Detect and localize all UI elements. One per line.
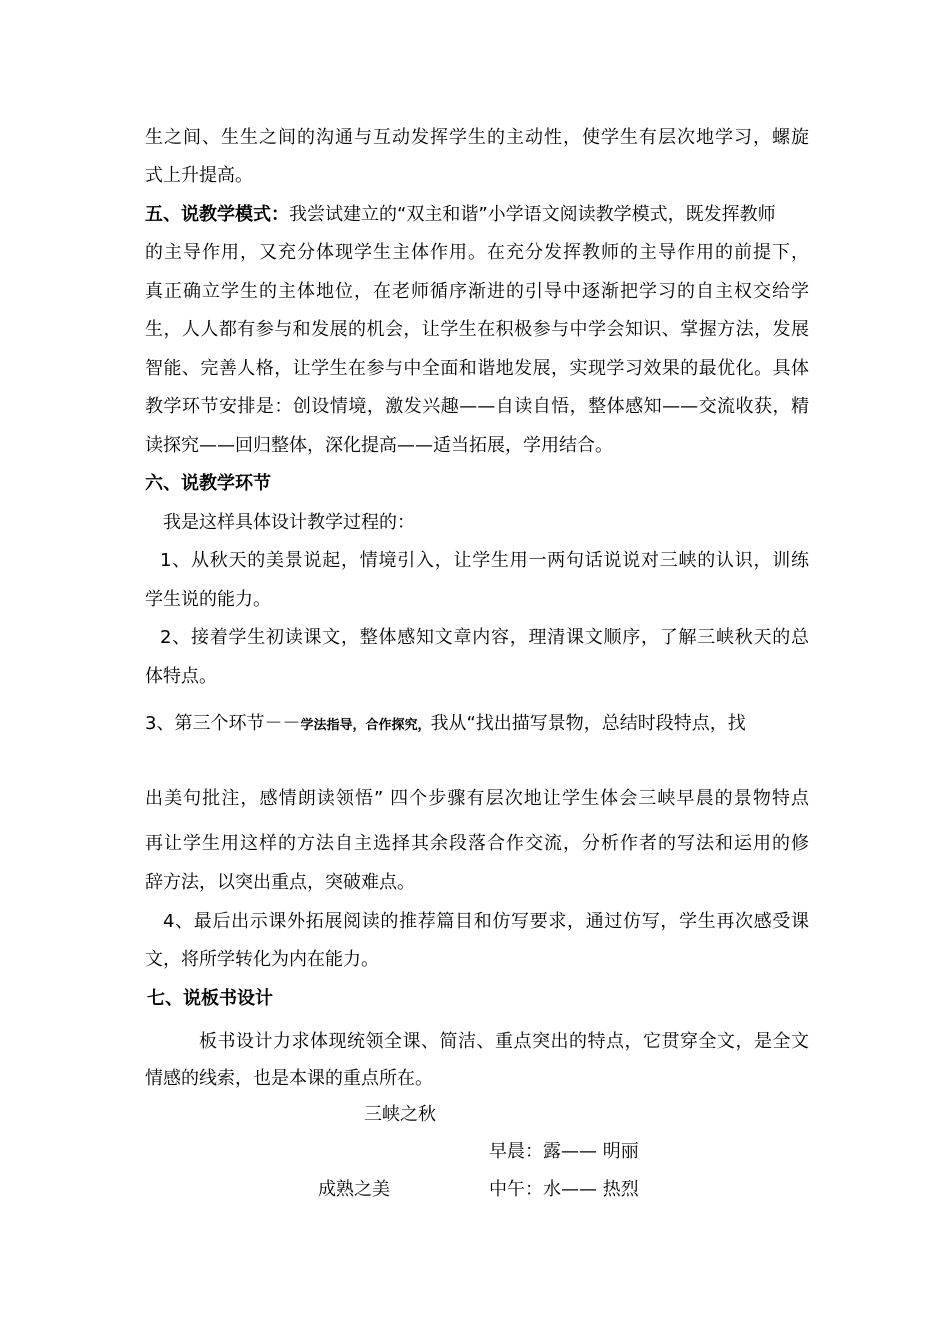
paragraph-line: 出美句批注，感情朗读领悟” 四个步骤有层次地让学生体会三峡早晨的景物特点 (145, 788, 809, 809)
list-item-2: 2、接着学生初读课文，整体感知文章内容，理清课文顺序，了解三峡秋天的总 (160, 627, 809, 648)
section-heading: 七、说板书设计 (147, 988, 273, 1009)
board-morning: 早晨：露—— 明丽 (489, 1141, 639, 1162)
paragraph-text: 3、第三个环节－－ (145, 713, 301, 734)
paragraph-line: 生，人人都有参与和发展的机会，让学生在积极参与中学会知识、掌握方法，发展 (145, 319, 809, 340)
list-item-1: 1、从秋天的美景说起，情境引入，让学生用一两句话说说对三峡的认识，训练 (160, 550, 809, 571)
paragraph-line: 板书设计力求体现统领全课、简洁、重点突出的特点，它贯穿全文，是全文 (199, 1031, 809, 1052)
emphasis-text: 学法指导，合作探究， (300, 718, 431, 733)
paragraph-line: 我是这样具体设计教学过程的： (163, 512, 415, 533)
paragraph-text: 我尝试建立的“双主和谐”小学语文阅读教学模式，既发挥教师 (289, 204, 776, 225)
paragraph-line: 的主导作用，又充分体现学生主体作用。在充分发挥教师的主导作用的前提下， (145, 242, 809, 263)
paragraph-line: 读探究——回归整体，深化提高——适当拓展，学用结合。 (145, 435, 613, 456)
paragraph-line: 再让学生用这样的方法自主选择其余段落合作交流，分析作者的写法和运用的修 (145, 833, 809, 854)
list-item-4: 4、最后出示课外拓展阅读的推荐篇目和仿写要求，通过仿写，学生再次感受课 (163, 911, 809, 932)
paragraph-line: 学生说的能力。 (145, 589, 271, 610)
paragraph-line: 教学环节安排是：创设情境，激发兴趣——自读自悟，整体感知——交流收获，精 (145, 396, 809, 417)
section-heading: 五、说教学模式： (145, 204, 289, 225)
paragraph-line: 体特点。 (145, 666, 217, 687)
paragraph-text: 我从“找出描写景物，总结时段特点，找 (430, 713, 746, 734)
board-noon: 中午：水—— 热烈 (489, 1179, 639, 1200)
paragraph-line: 文，将所学转化为内在能力。 (145, 949, 379, 970)
paragraph-line: 生之间、生生之间的沟通与互动发挥学生的主动性，使学生有层次地学习，螺旋 (145, 127, 809, 148)
section-heading: 六、说教学环节 (145, 473, 271, 494)
board-title: 三峡之秋 (364, 1104, 436, 1125)
paragraph-line: 式上升提高。 (145, 165, 253, 186)
paragraph-line: 辞方法，以突出重点，突破难点。 (145, 872, 415, 893)
paragraph-line: 真正确立学生的主体地位，在老师循序渐进的引导中逐渐把学习的自主权交给学 (145, 281, 809, 302)
section-5-line (145, 203, 776, 227)
list-item-3 (145, 712, 746, 738)
paragraph-line: 智能、完善人格，让学生在参与中全面和谐地发展，实现学习效果的最优化。具体 (145, 358, 809, 379)
paragraph-line: 情感的线索，也是本课的重点所在。 (145, 1068, 433, 1089)
board-theme: 成熟之美 (318, 1179, 390, 1200)
